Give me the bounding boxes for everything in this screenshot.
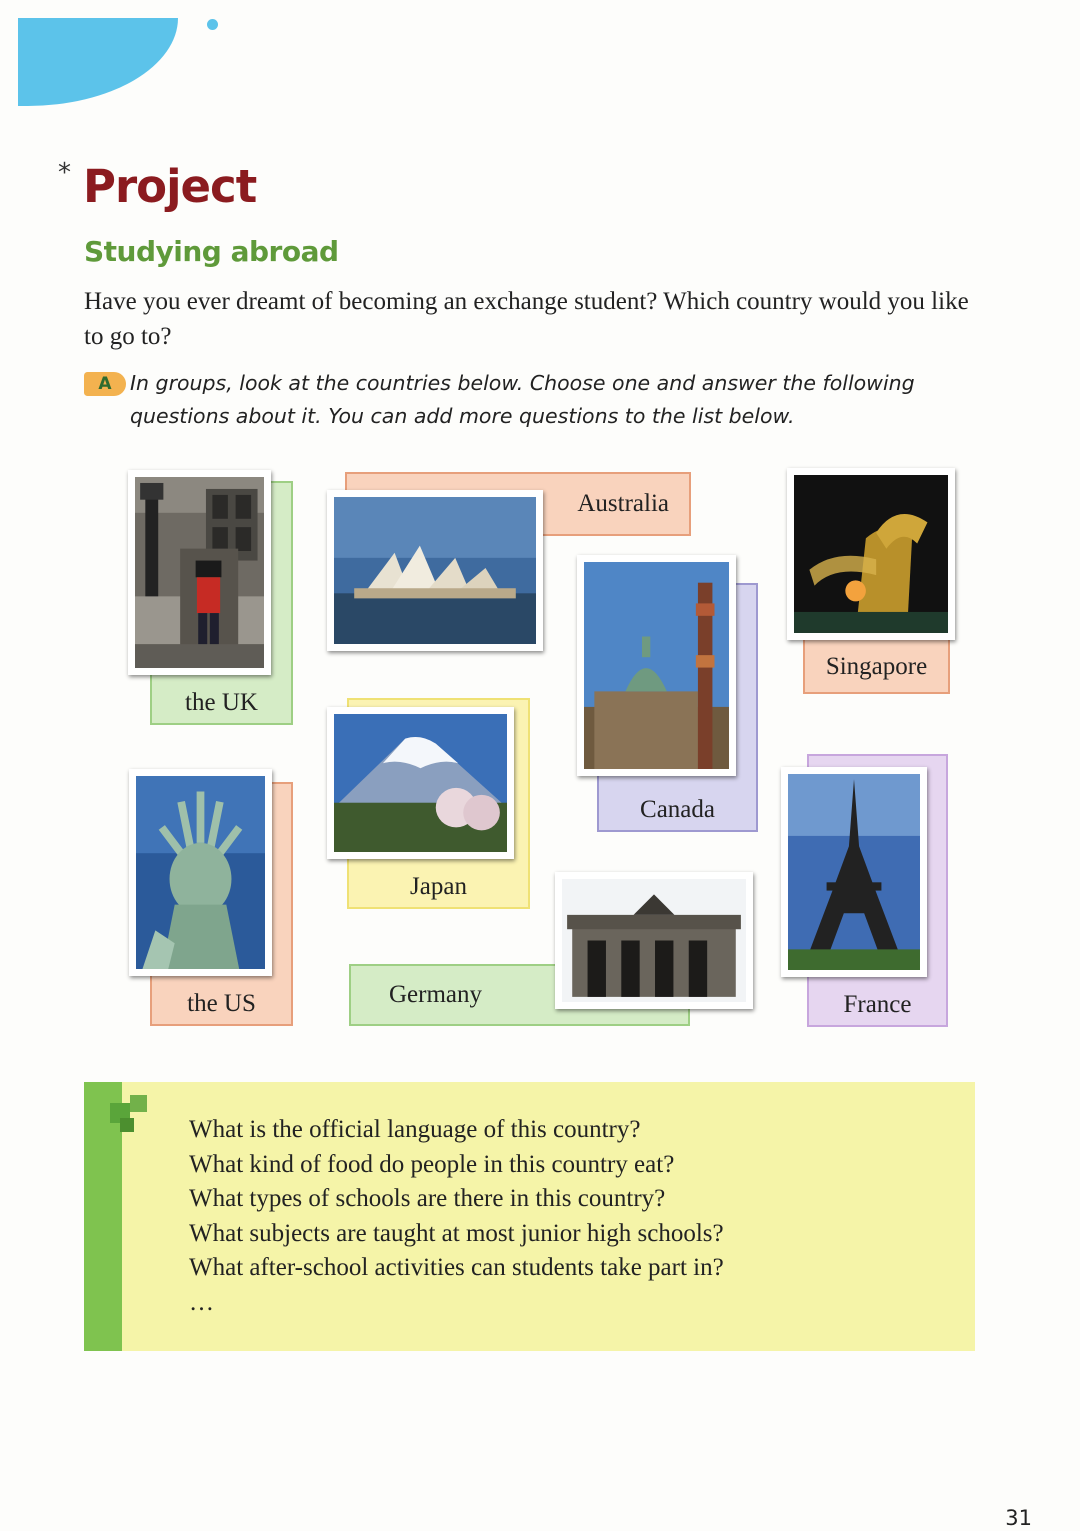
country-label: Germany [389, 981, 483, 1008]
page-title: Project [83, 160, 257, 213]
brandenburg-gate-photo [555, 872, 753, 1009]
country-label: Canada [640, 796, 715, 823]
country-label: the US [187, 990, 256, 1017]
question-item: What after-school activities can students take part in? [189, 1254, 724, 1282]
dot-decoration [207, 19, 218, 30]
mount-fuji-photo [327, 707, 514, 859]
intro-text: Have you ever dreamt of becoming an exchange student? Which country would you like to go to? [84, 288, 969, 350]
parliament-totem-photo [577, 555, 736, 776]
corner-decoration [18, 18, 178, 106]
square-decoration [120, 1118, 134, 1132]
country-label: Australia [577, 490, 669, 517]
square-decoration [130, 1095, 147, 1112]
task-badge: A [84, 372, 126, 396]
royal-guard-photo [128, 470, 271, 675]
question-item: … [189, 1288, 214, 1316]
statue-of-liberty-photo [129, 769, 272, 976]
optional-star: * [58, 158, 71, 188]
sydney-opera-house-photo [327, 490, 543, 651]
country-label: Singapore [825, 653, 928, 680]
section-subtitle: Studying abroad [84, 235, 339, 268]
question-item: What subjects are taught at most junior high schools? [189, 1219, 724, 1247]
question-item: What kind of food do people in this country eat? [189, 1150, 675, 1178]
eiffel-tower-photo [781, 767, 927, 977]
country-label: France [843, 991, 912, 1018]
country-label: Japan [410, 873, 467, 900]
question-item: What is the official language of this country? [189, 1116, 641, 1143]
questions-list [189, 1113, 724, 1321]
question-item: What types of schools are there in this country? [189, 1185, 666, 1213]
page-number: 31 [1005, 1506, 1032, 1530]
merlion-photo [787, 468, 955, 640]
country-label: the UK [185, 689, 258, 716]
task-instructions: In groups, look at the countries below. Choose one and answer the following questions about it. You can add more questions to the list below. [130, 371, 915, 428]
